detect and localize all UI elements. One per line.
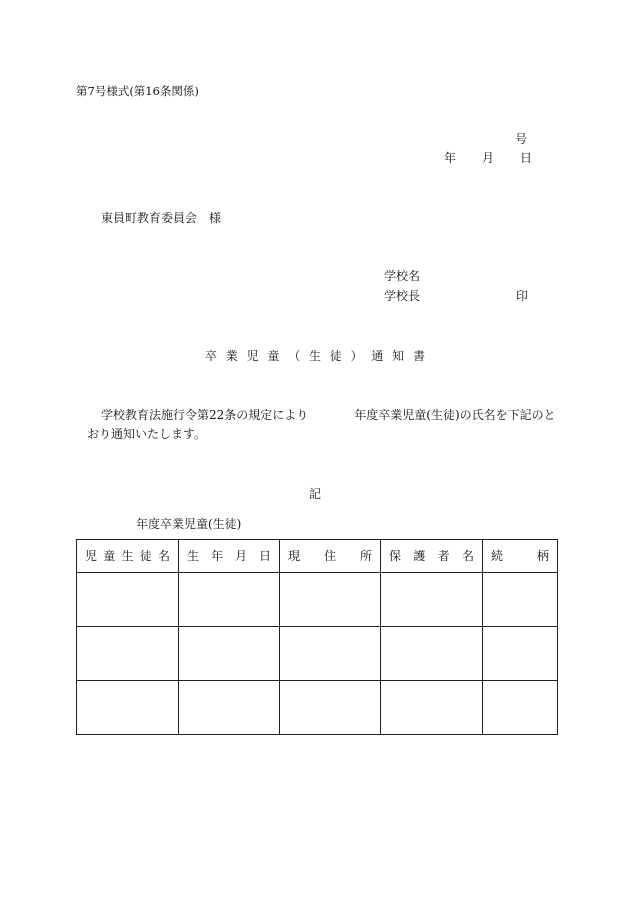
table-cell[interactable] (280, 681, 381, 735)
header-char: 所 (359, 549, 372, 563)
header-char: 生 (121, 549, 134, 563)
header-char: 護 (413, 549, 426, 563)
header-address (280, 540, 381, 573)
addressee-name: 東員町教育委員会 (101, 211, 198, 225)
title-char: 生 (308, 349, 321, 363)
principal-line (384, 290, 528, 302)
body-text-line-2: おり通知いたします。 (87, 427, 207, 441)
table-cell[interactable] (280, 627, 381, 681)
title-char: 書 (412, 349, 425, 363)
table-cell[interactable] (179, 573, 280, 627)
table-cell[interactable] (381, 681, 483, 735)
title-char: ） (350, 349, 363, 363)
title-char: 卒 (205, 349, 218, 363)
header-char: 保 (389, 549, 402, 563)
header-char: 柄 (536, 549, 549, 563)
header-char: 児 (85, 549, 98, 563)
header-char: 月 (234, 549, 247, 563)
title-char: 通 (371, 349, 384, 363)
table-cell[interactable] (381, 573, 483, 627)
document-title (205, 350, 425, 362)
table-cell[interactable] (179, 681, 280, 735)
date-day: 日 (520, 151, 533, 165)
header-guardian-name (381, 540, 483, 573)
form-number: 第7号様式(第16条関係) (76, 84, 199, 98)
table-header-row (77, 540, 558, 573)
table-row (77, 573, 558, 627)
table-cell[interactable] (179, 627, 280, 681)
title-char: 童 (267, 349, 280, 363)
body-text-part-2: 年度卒業児童(生徒)の氏名を下記のと (354, 408, 556, 422)
body-text-line-1 (101, 409, 556, 421)
addressee (101, 212, 221, 224)
body-text-part-1: 学校教育法施行令第22条の規定により (101, 408, 309, 422)
addressee-honorific: 様 (209, 211, 222, 225)
issue-number-label: 号 (515, 132, 528, 146)
header-char: 名 (157, 549, 170, 563)
title-char: 業 (225, 349, 238, 363)
header-char: 現 (288, 549, 301, 563)
title-char: （ (288, 349, 301, 363)
table-row (77, 681, 558, 735)
table-cell[interactable] (483, 627, 558, 681)
date-year: 年 (444, 151, 457, 165)
table-cell[interactable] (483, 573, 558, 627)
header-char: 者 (437, 549, 450, 563)
date-line (444, 152, 532, 164)
record-label: 記 (309, 487, 322, 501)
header-char: 生 (187, 549, 200, 563)
header-char: 続 (491, 549, 504, 563)
table-cell[interactable] (77, 627, 179, 681)
principal-label: 学校長 (384, 289, 421, 303)
header-relationship (483, 540, 558, 573)
header-char: 徒 (139, 549, 152, 563)
header-char: 住 (323, 549, 336, 563)
header-student-name (77, 540, 179, 573)
seal-label: 印 (515, 289, 528, 303)
header-char: 名 (461, 549, 474, 563)
table-cell[interactable] (381, 627, 483, 681)
title-char: 児 (246, 349, 259, 363)
table-cell[interactable] (280, 573, 381, 627)
header-birthdate (179, 540, 280, 573)
table-row (77, 627, 558, 681)
header-char: 日 (258, 549, 271, 563)
graduate-roster-table (76, 539, 558, 735)
school-name-label: 学校名 (384, 269, 421, 283)
title-char: 知 (392, 349, 405, 363)
table-cell[interactable] (483, 681, 558, 735)
title-char: 徒 (329, 349, 342, 363)
header-char: 童 (103, 549, 116, 563)
table-cell[interactable] (77, 573, 179, 627)
header-char: 年 (210, 549, 223, 563)
date-month: 月 (482, 151, 495, 165)
table-caption: 年度卒業児童(生徒) (136, 517, 242, 531)
table-cell[interactable] (77, 681, 179, 735)
